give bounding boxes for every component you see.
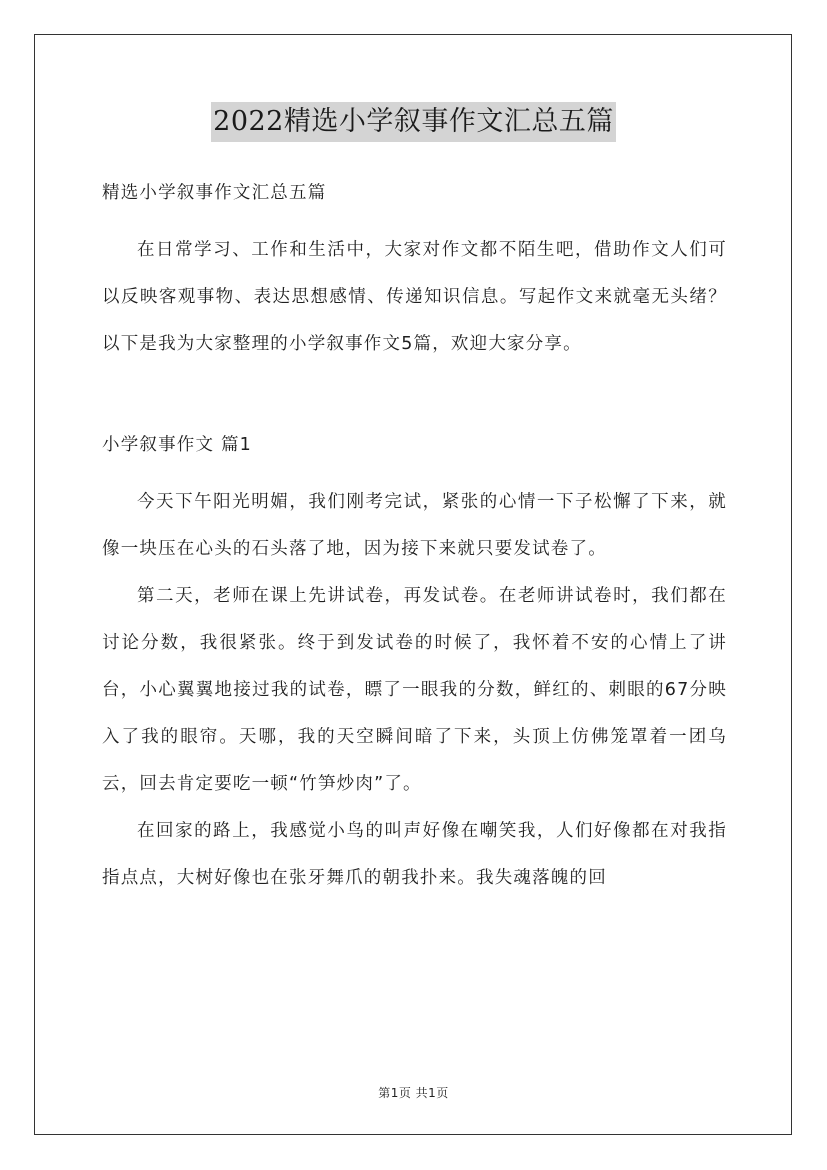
body-paragraph: 第二天，老师在课上先讲试卷，再发试卷。在老师讲试卷时，我们都在讨论分数，我很紧张。终于到发试卷的时候了，我怀着不安的心情上了讲台，小心翼翼地接过我的试卷，瞟了一眼我的分数，鲜红的、刺眼的67分映入了我的眼帘。天哪，我的天空瞬间暗了下来，头顶上仿佛笼罩着一团乌云，回去肯定要吃一顿“竹笋炒肉”了。 (102, 586, 727, 794)
intro-paragraph: 在日常学习、工作和生活中，大家对作文都不陌生吧，借助作文人们可以反映客观事物、表达思想感情、传递知识信息。写起作文来就毫无头绪？以下是我为大家整理的小学叙事作文5篇，欢迎大家分享。 (102, 240, 727, 354)
section-heading: 小学叙事作文 篇1 (102, 435, 252, 455)
body-paragraph: 在回家的路上，我感觉小鸟的叫声好像在嘲笑我，人们好像都在对我指指点点，大树好像也在张牙舞爪的朝我扑来。我失魂落魄的回 (102, 821, 727, 888)
body-paragraph: 今天下午阳光明媚，我们刚考完试，紧张的心情一下子松懈了下来，就像一块压在心头的石头落了地，因为接下来就只要发试卷了。 (102, 492, 727, 559)
document-subtitle: 精选小学叙事作文汇总五篇 (102, 183, 327, 203)
document-title: 2022精选小学叙事作文汇总五篇 (211, 102, 616, 142)
title-container (0, 102, 827, 142)
document-body (102, 170, 727, 902)
page-footer: 第1页 共1页 (378, 1086, 449, 1100)
